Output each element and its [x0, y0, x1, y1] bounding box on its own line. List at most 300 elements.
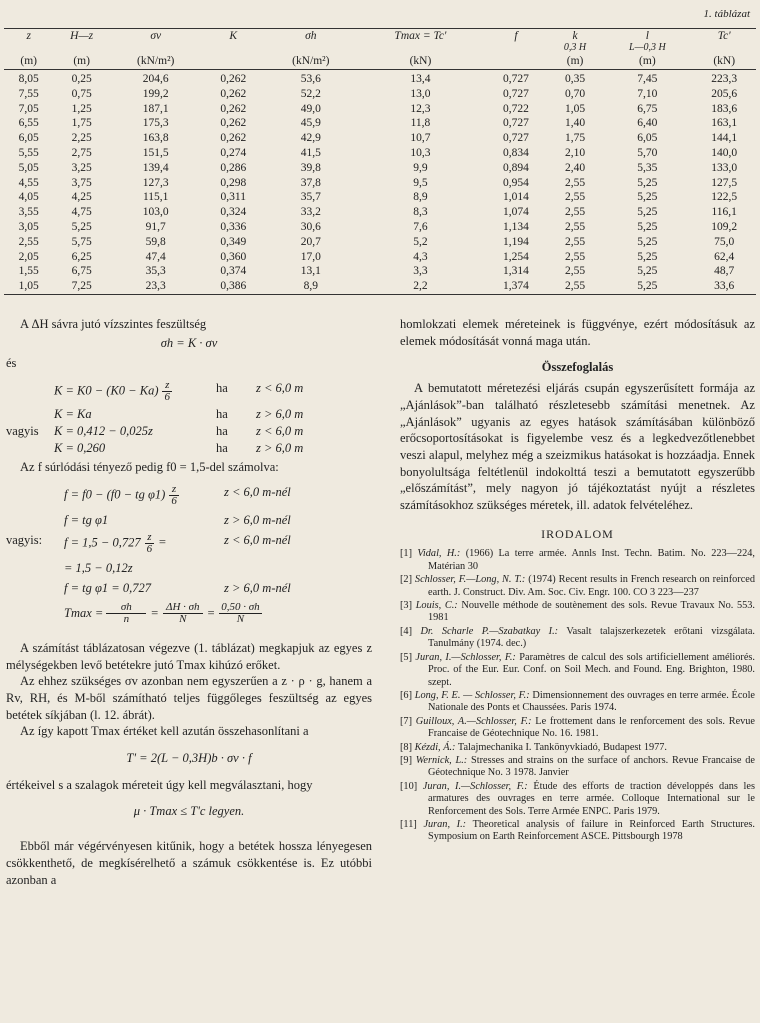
equation-line — [6, 406, 372, 423]
table-cell: 2,55 — [564, 191, 586, 204]
equation-equals: = — [158, 535, 167, 550]
column-header: H—z — [53, 29, 110, 44]
table-cell: 2,05 — [18, 250, 39, 263]
denominator: n — [123, 612, 130, 625]
table-cell: 35,7 — [300, 191, 321, 204]
table-cell: 5,75 — [71, 235, 92, 248]
paragraph: homlokzati elemek méreteinek is függvénye, ezért módosításuk az elemek módosítását vonná maga után. — [400, 317, 755, 348]
table-cell: 0,274 — [220, 146, 247, 159]
summary-heading: Összefoglalás — [541, 360, 614, 375]
table-cell: 122,5 — [711, 191, 738, 204]
table-cell: 13,1 — [300, 265, 321, 278]
denominator: 6 — [171, 494, 177, 507]
column-subheader — [692, 43, 756, 53]
table-row — [4, 102, 756, 117]
references-list — [400, 548, 755, 843]
column-header: f — [484, 29, 548, 44]
table-cell: 4,05 — [18, 191, 39, 204]
paragraph: Az így kapott Tmax értéket kell azután összehasonlítani a — [20, 724, 309, 739]
denominator: 6 — [146, 542, 153, 555]
equation-range: z < 6,0 m — [256, 381, 304, 396]
column-unit: (m) — [4, 53, 53, 70]
reference-authors: Wernick, L.: — [415, 754, 468, 766]
equation-range: z > 6,0 m — [256, 407, 304, 422]
numerator: ΔH · σh — [163, 602, 203, 614]
column-unit: (kN) — [692, 53, 756, 70]
table-cell: 6,55 — [18, 117, 39, 130]
column-header: Tc' — [692, 29, 756, 44]
table-cell: 1,55 — [18, 265, 39, 278]
table-cell: 0,262 — [220, 102, 247, 115]
table-cell: 9,9 — [413, 161, 428, 174]
references-heading: IRODALOM — [541, 526, 614, 541]
table-body — [4, 70, 756, 295]
table-cell: 0,894 — [503, 161, 529, 174]
column-subheader: L—0,3 H — [629, 42, 666, 53]
reference-authors: Guilloux, A.—Schlosser, F.: — [415, 715, 532, 727]
results-table — [4, 28, 756, 295]
left-column — [6, 316, 372, 888]
table-cell: 103,0 — [142, 206, 169, 219]
equation-lhs — [64, 580, 151, 597]
table-cell: 0,954 — [503, 176, 529, 189]
table-cell: 6,75 — [637, 102, 658, 115]
equation-condition: ha — [216, 407, 228, 422]
table-cell: 53,6 — [300, 73, 321, 85]
reference-text: Vasalt talajszerkezetek erőtani vizsgálata. Tanulmány (1974. dec.) — [428, 625, 755, 650]
table-row — [4, 131, 756, 146]
f-equations — [6, 484, 372, 600]
equation-mu: μ · Tmax ≤ T'c legyen. — [133, 804, 245, 819]
column-header: l — [602, 29, 692, 44]
equation-lhs — [64, 560, 133, 577]
table-unit-row — [4, 53, 756, 70]
table-cell: 0,298 — [220, 176, 247, 189]
table-cell: 2,55 — [564, 250, 586, 263]
equation-range: z > 6,0 m-nél — [224, 512, 291, 527]
reference-authors: Dr. Scharle P.—Szabatkay I.: — [420, 625, 559, 637]
table-cell: 2,55 — [548, 279, 603, 294]
reference-item — [400, 819, 755, 844]
table-cell: 0,262 — [220, 117, 247, 130]
table-cell: 0,75 — [71, 87, 92, 100]
table-cell: 4,55 — [18, 176, 39, 189]
table-cell: 37,8 — [300, 176, 321, 189]
column-subheader — [484, 43, 548, 53]
table-cell: 199,2 — [142, 87, 169, 100]
denominator: N — [179, 612, 187, 625]
equation-prefix: vagyis — [6, 424, 39, 439]
table-cell: 2,55 — [564, 265, 586, 278]
denominator: 6 — [164, 391, 170, 404]
column-header: K — [202, 29, 266, 44]
reference-authors: Kézdi, Á.: — [414, 741, 456, 753]
table-cell: 3,55 — [18, 206, 39, 219]
equation-lhs — [64, 484, 179, 507]
equation-line — [6, 380, 372, 406]
table-header-row — [4, 29, 756, 44]
equation-lhs — [54, 406, 92, 423]
table-cell: 5,25 — [637, 250, 658, 263]
reference-item — [400, 574, 755, 599]
reference-number: [9] — [400, 754, 413, 766]
table-row — [4, 190, 756, 205]
reference-number: [1] — [400, 548, 413, 560]
reference-number: [6] — [400, 689, 413, 701]
table-cell: 7,05 — [18, 102, 39, 115]
table-cell: 1,194 — [503, 235, 529, 248]
table-cell: 205,6 — [711, 87, 738, 100]
numerator: z — [169, 484, 179, 496]
equation-lhs — [54, 423, 153, 440]
fraction — [106, 602, 146, 625]
table-cell: 3,75 — [71, 176, 92, 189]
table-cell: 140,0 — [711, 146, 738, 159]
reference-authors: Juran, I.—Schlosser, F.: — [422, 780, 528, 792]
table-cell: 13,4 — [410, 73, 431, 85]
equation-equals: = — [150, 605, 159, 620]
table-cell: 7,45 — [637, 73, 658, 85]
table-cell: 7,55 — [18, 87, 39, 100]
reference-text: Stresses and strains on the surface of anchors. Revue Francaise de Géotechnique No. 3 1978. Janvier — [428, 754, 755, 779]
table-cell: 39,8 — [300, 161, 321, 174]
table-cell: 91,7 — [145, 220, 166, 233]
table-cell: 3,25 — [71, 161, 92, 174]
column-subheader — [202, 43, 266, 53]
numerator: z — [145, 532, 155, 544]
table-cell: 8,05 — [18, 73, 39, 85]
table-cell: 0,360 — [220, 250, 247, 263]
table-cell: 10,7 — [410, 132, 431, 145]
equation-condition: ha — [216, 424, 228, 439]
reference-text: Theoretical analysis of failure in Reinforced Earth Structures. Symposium on Earth Reinforcement ASCE. Pittsbourgh 1978 — [428, 818, 756, 843]
reference-number: [11] — [400, 818, 417, 830]
k-equations — [6, 380, 372, 457]
equation-text: f = tg φ1 = 0,727 — [64, 580, 151, 595]
column-unit: (m) — [602, 53, 692, 70]
equation-text: K = K0 − (K0 − Ka) — [54, 383, 159, 398]
column-subheader: 0,3 H — [563, 42, 587, 53]
table-subheader-row — [4, 43, 756, 53]
table-cell: 0,286 — [220, 161, 247, 174]
table-cell: 7,25 — [53, 279, 110, 294]
table-cell: 1,254 — [503, 250, 529, 263]
table-row — [4, 70, 756, 87]
table-cell: 8,9 — [265, 279, 357, 294]
table-cell: 5,25 — [602, 279, 692, 294]
reference-number: [7] — [400, 715, 413, 727]
table-cell: 0,336 — [220, 220, 247, 233]
table-cell: 0,311 — [220, 191, 246, 204]
table-cell: 109,2 — [711, 220, 738, 233]
numerator: σh — [106, 602, 146, 614]
table-cell: 0,727 — [503, 132, 529, 145]
reference-authors: Schlosser, F.—Long, N. T.: — [414, 574, 526, 586]
table-cell: 0,374 — [220, 265, 247, 278]
table-cell: 0,386 — [202, 279, 266, 294]
table-cell: 204,6 — [142, 73, 169, 85]
column-subheader — [265, 43, 357, 53]
reference-number: [5] — [400, 651, 413, 663]
reference-text: Paramètres de calcul des sols artificiellement améliorés. Proc. of the Eur. Eur. Conf. on Soil Mech. and Found. Eng. Brighton, 1980. szept. — [428, 651, 755, 688]
table-cell: 1,014 — [503, 191, 529, 204]
equation-line — [6, 560, 372, 580]
table-cell: 3,3 — [413, 265, 428, 278]
table-cell: 33,2 — [300, 206, 321, 219]
table-cell: 133,0 — [711, 161, 738, 174]
paragraph: A számítást táblázatosan végezve (1. táblázat) megkapjuk az egyes z mélységekben levő betétekre jutó Tmax kihúzó erőket. — [6, 640, 372, 672]
equation-lhs — [64, 512, 108, 529]
reference-item — [400, 626, 755, 651]
table-cell: 144,1 — [711, 132, 738, 145]
table-cell: 49,0 — [300, 102, 321, 115]
reference-item — [400, 600, 755, 625]
reference-authors: Juran, I.: — [423, 818, 467, 830]
reference-authors: Louis, C.: — [415, 600, 458, 612]
column-header: k — [548, 29, 603, 44]
table-row — [4, 176, 756, 191]
reference-text: Talajmechanika I. Tankönyvkiadó, Budapest 1977. — [457, 741, 668, 753]
table-cell: 163,8 — [142, 132, 169, 145]
table-row — [4, 146, 756, 161]
reference-text: Étude des efforts de traction développés dans les armatures des ouvrages en terre armée. Colloque International sur le Renforcement des Sols. Terre Armée ENPC. Paris 1979. — [428, 780, 755, 817]
reference-text: (1974) Recent results in French research on reinforced earth. J. Construct. Div. Am. Soc. Civ. Engr. 100. CO 3 223—237 — [428, 574, 755, 598]
summary-paragraph: A bemutatott méretezési eljárás csupán egyszerűsített formája az „Ajánlások”-ban található részletesebb számítási menetnek. Az „Ajánlások” ugyanis az egyes hatások számításában különböző erőcsoportosításokat is figyelembe vesz és a legkedvezőtlenebbet veszi alapul, melyhez még a szeizmikus hatásokat is hozzáadja. Ennek bonyolultsága feltétlenül indokolttá teszi a bemutatott egyszerűbb „előszámítást”, mely nagyon jó tájékoztatást nyújt a részletes számításokhoz szükséges méretek, ill. adatok felvételéhez. — [400, 381, 755, 513]
table-cell: 2,2 — [357, 279, 485, 294]
table-cell: 2,55 — [564, 206, 586, 219]
reference-item — [400, 690, 755, 715]
table-cell: 23,3 — [110, 279, 202, 294]
table-row — [4, 250, 756, 265]
table-cell: 47,4 — [145, 250, 166, 263]
column-unit: (m) — [53, 53, 110, 70]
table-cell: 0,727 — [503, 117, 529, 130]
table-row — [4, 161, 756, 176]
table-cell: 75,0 — [714, 235, 735, 248]
table-cell: 2,25 — [71, 132, 92, 145]
equation-line — [6, 440, 372, 457]
table-cell: 5,25 — [637, 191, 658, 204]
column-subheader — [4, 43, 53, 53]
table-cell: 5,70 — [637, 146, 658, 159]
table-cell: 5,55 — [18, 146, 39, 159]
table-cell: 0,262 — [220, 73, 247, 85]
reference-text: (1966) La terre armée. Annls Inst. Techn. Batim. No. 223—224, Matérian 30 — [428, 548, 756, 572]
table-cell: 45,9 — [300, 117, 321, 130]
equation-range: z < 6,0 m — [256, 424, 304, 439]
equation-condition: ha — [216, 441, 228, 456]
equation-lhs — [54, 440, 105, 457]
table-cell: 223,3 — [711, 73, 738, 85]
table-cell: 5,35 — [637, 161, 658, 174]
equation-equals: = — [206, 605, 216, 620]
table-cell: 1,40 — [564, 117, 586, 130]
table-cell: 2,40 — [564, 161, 586, 174]
table-cell: 33,6 — [692, 279, 756, 294]
equation-condition: ha — [216, 381, 228, 396]
table-cell: 12,3 — [410, 102, 431, 115]
table-cell: 4,75 — [71, 206, 92, 219]
reference-item — [400, 652, 755, 689]
equation-text: K = 0,260 — [54, 441, 106, 456]
table-cell: 62,4 — [714, 250, 735, 263]
table-cell: 127,5 — [711, 176, 738, 189]
table-cell: 1,05 — [564, 102, 586, 115]
table-cell: 116,1 — [711, 206, 737, 219]
table-cell: 1,75 — [71, 117, 92, 130]
equation-lhs — [54, 380, 172, 403]
table-cell: 6,05 — [637, 132, 658, 145]
equation-text: f = f0 − (f0 − tg φ1) — [64, 487, 166, 502]
table-cell: 187,1 — [142, 102, 169, 115]
table-cell: 163,1 — [711, 117, 738, 130]
equation-text: = 1,5 − 0,12z — [64, 560, 133, 575]
fraction — [219, 602, 261, 625]
right-column — [400, 316, 755, 845]
reference-text: Le frottement dans le renforcement des sols. Revue Francaise de Géotechnique No. 16. 1981. — [428, 715, 756, 740]
table-cell: 2,55 — [564, 176, 586, 189]
table-cell: 5,25 — [637, 265, 658, 278]
reference-item — [400, 548, 755, 573]
table-cell: 48,7 — [714, 265, 735, 278]
table-label: 1. táblázat — [703, 8, 750, 20]
table-cell: 0,35 — [564, 73, 586, 85]
table-cell: 175,3 — [142, 117, 169, 130]
equation-sigma-h: σh = K · σv — [160, 335, 218, 350]
equation-line — [6, 580, 372, 600]
paragraph: Az f súrlódási tényező pedig f0 = 1,5-del számolva: — [20, 460, 279, 475]
table-cell: 2,55 — [564, 235, 586, 248]
table-cell: 1,134 — [503, 220, 529, 233]
equation-lhs: Tmax = — [64, 605, 104, 620]
column-subheader — [357, 43, 485, 53]
equation-range: z < 6,0 m-nél — [224, 532, 291, 547]
table-row — [4, 87, 756, 102]
table-cell: 0,722 — [503, 102, 529, 115]
table-cell: 8,9 — [413, 191, 428, 204]
column-unit: (kN/m²) — [110, 53, 202, 70]
column-unit: (kN/m²) — [265, 53, 357, 70]
column-unit — [484, 53, 548, 70]
table-cell: 7,10 — [637, 87, 658, 100]
table-cell: 0,262 — [220, 87, 247, 100]
reference-number: [2] — [400, 574, 413, 586]
paragraph: és — [6, 356, 17, 371]
column-unit: (kN) — [357, 53, 485, 70]
table-cell: 1,25 — [71, 102, 92, 115]
reference-item — [400, 781, 755, 818]
table-cell: 52,2 — [300, 87, 321, 100]
equation-range: z > 6,0 m — [256, 441, 304, 456]
table-cell: 5,2 — [413, 235, 428, 248]
equation-lhs — [64, 532, 167, 555]
equation-range: z > 6,0 m-nél — [224, 580, 291, 595]
table-cell: 3,05 — [18, 220, 39, 233]
equation-text: K = Ka — [54, 407, 92, 422]
fraction — [162, 380, 172, 403]
table-cell: 5,25 — [637, 220, 658, 233]
paragraph: Ebből már végérvényesen kitűnik, hogy a betétek hossza lényegesen csökkenthető, de megkísérelhető a számuk csökkentése is. Ez utóbbi azonban a — [6, 839, 372, 887]
table-cell: 7,6 — [413, 220, 428, 233]
reference-text: Dimensionnement des ouvrages en terre armée. École Nationale des Ponts et Chaussées. Paris 1974. — [428, 689, 755, 714]
table-cell: 5,05 — [18, 161, 39, 174]
table-cell: 0,262 — [220, 132, 247, 145]
table-cell: 151,5 — [142, 146, 169, 159]
table-cell: 6,25 — [71, 250, 92, 263]
table-cell: 17,0 — [300, 250, 321, 263]
reference-item — [400, 755, 755, 780]
table-cell: 139,4 — [142, 161, 169, 174]
table-cell: 5,25 — [637, 235, 658, 248]
column-header: z — [4, 29, 53, 44]
fraction — [163, 602, 203, 625]
table-cell: 9,5 — [413, 176, 428, 189]
equation-t-prime: T' = 2(L − 0,3H)b · σv · f — [126, 751, 252, 766]
table-cell: 35,3 — [145, 265, 166, 278]
table-cell: 6,75 — [71, 265, 92, 278]
table-cell: 8,3 — [413, 206, 428, 219]
equation-line — [6, 484, 372, 512]
table-row — [4, 279, 756, 294]
table-row — [4, 235, 756, 250]
table-cell: 2,75 — [71, 146, 92, 159]
fraction — [145, 532, 155, 555]
equation-text: f = 1,5 − 0,727 — [64, 535, 141, 550]
table-row — [4, 205, 756, 220]
table-cell: 41,5 — [300, 146, 321, 159]
table-cell: 0,834 — [503, 146, 529, 159]
tmax-equation — [6, 602, 372, 630]
paragraph: A ΔH sávra jutó vízszintes feszültség — [20, 317, 207, 331]
column-header: σh — [265, 29, 357, 44]
table-cell: 1,314 — [503, 265, 529, 278]
fraction — [169, 484, 179, 507]
equation-range: z < 6,0 m-nél — [224, 484, 291, 499]
table-cell: 115,1 — [142, 191, 169, 204]
reference-number: [8] — [400, 741, 413, 753]
numerator: z — [162, 380, 172, 392]
column-subheader — [53, 43, 110, 53]
reference-item — [400, 742, 755, 754]
column-header: σv — [110, 29, 202, 44]
reference-authors: Juran, I.—Schlosser, F.: — [415, 651, 516, 663]
table-row — [4, 220, 756, 235]
reference-item — [400, 716, 755, 741]
table-cell: 0,349 — [220, 235, 247, 248]
equation-line — [6, 423, 372, 440]
table-cell: 0,324 — [220, 206, 247, 219]
column-unit — [202, 53, 266, 70]
table-cell: 6,40 — [637, 117, 658, 130]
table-cell: 4,25 — [71, 191, 92, 204]
table-cell: 2,55 — [564, 220, 586, 233]
table-cell: 4,3 — [413, 250, 428, 263]
table-cell: 2,10 — [564, 146, 586, 159]
reference-number: [3] — [400, 600, 413, 612]
table-cell: 11,8 — [410, 117, 431, 130]
reference-text: Nouvelle méthode de soutènement des sols. Revue Travaux No. 553. 1981 — [428, 600, 756, 624]
table-cell: 1,374 — [484, 279, 548, 294]
equation-prefix: vagyis: — [6, 532, 43, 547]
numerator: 0,50 · σh — [221, 600, 260, 613]
table-cell: 20,7 — [300, 235, 321, 248]
column-unit: (m) — [548, 53, 603, 70]
table-row — [4, 116, 756, 131]
table-cell: 183,6 — [711, 102, 738, 115]
paragraph: értékeivel s a szalagok méreteit úgy kell megválasztani, hogy — [6, 777, 313, 792]
table-cell: 59,8 — [145, 235, 166, 248]
paragraph: Az ehhez szükséges σv azonban nem egyszerűen a z · ρ · g, hanem a Rv, RH, és M-ből számítható teljes függőleges feszültség az egyes betétek síkjában (l. 12. ábrát). — [6, 674, 372, 722]
